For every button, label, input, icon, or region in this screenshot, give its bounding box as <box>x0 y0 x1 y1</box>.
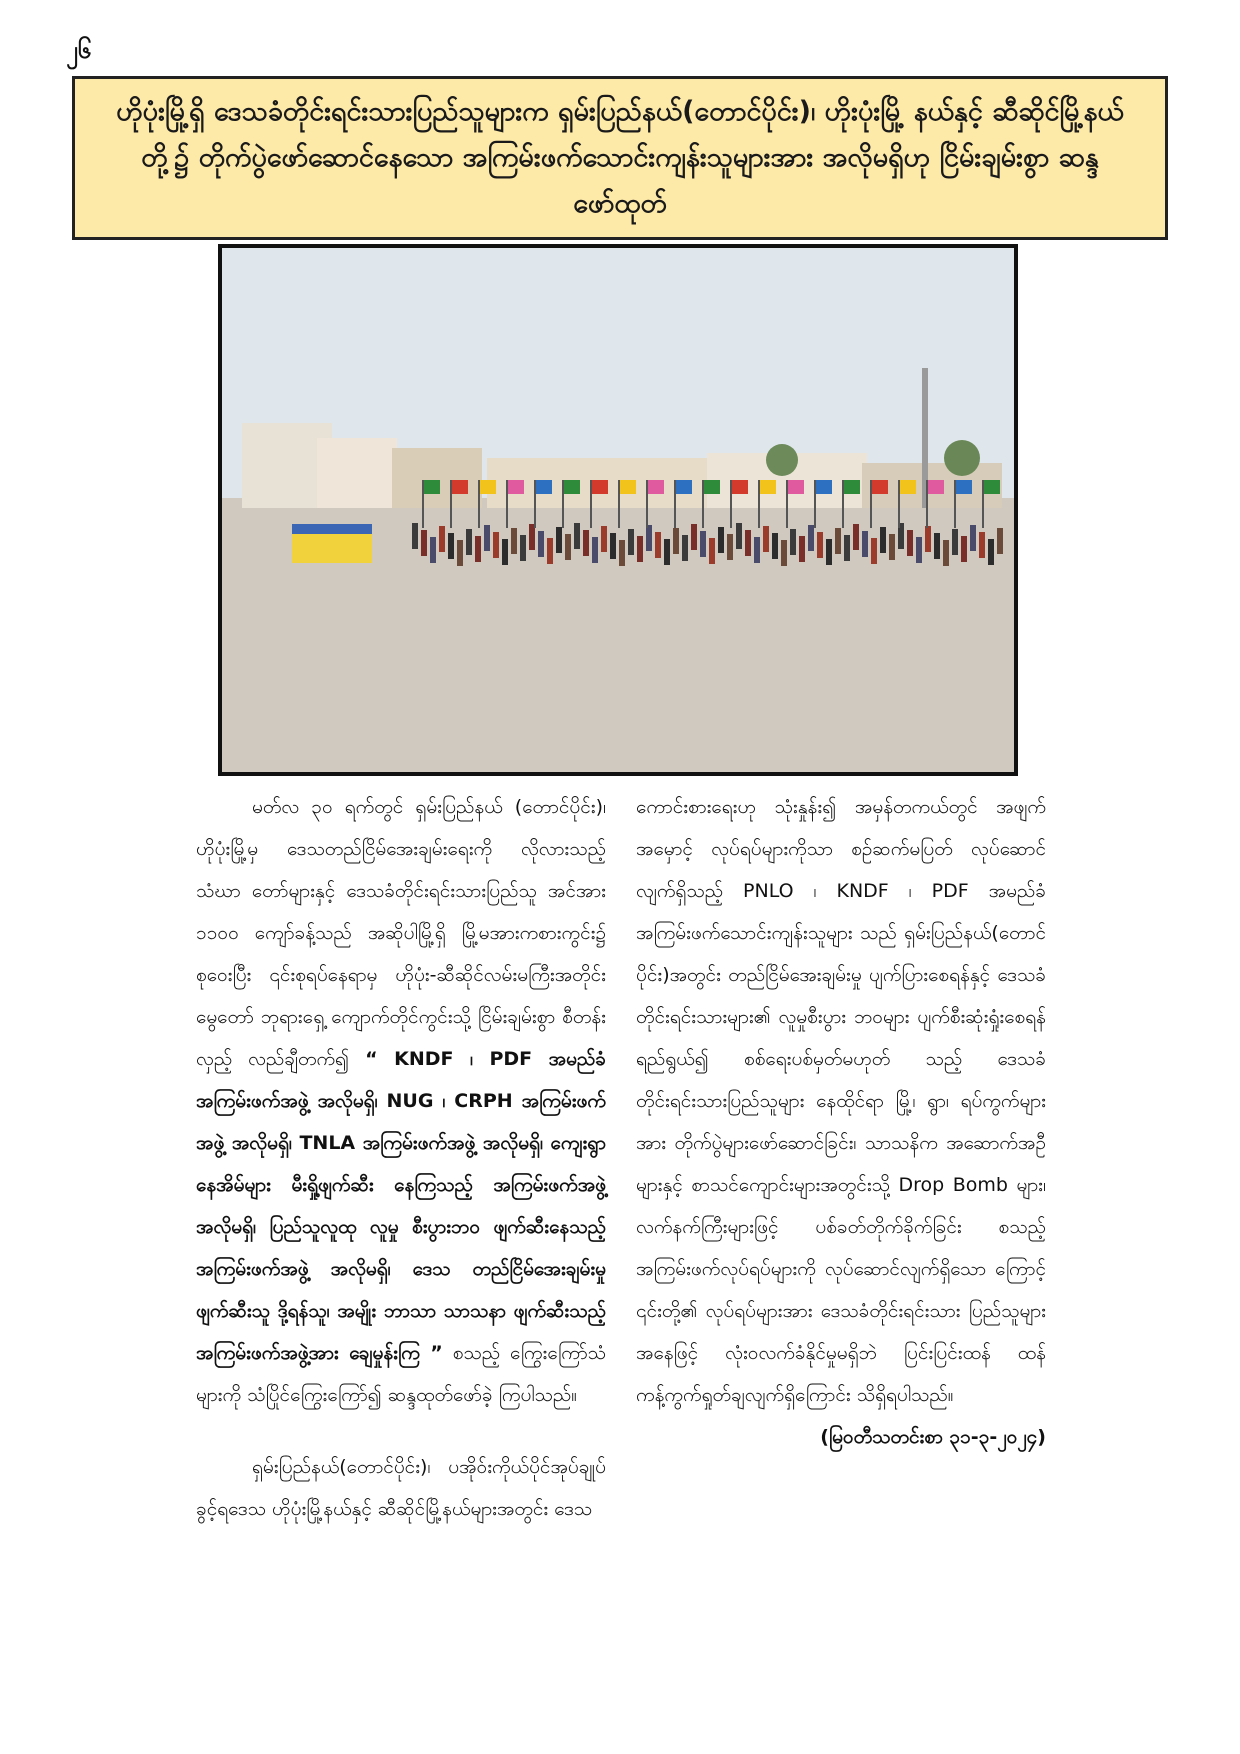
photo-flag-pole <box>842 480 844 528</box>
photo-flag-pole <box>590 480 592 528</box>
photo-flag-pole <box>926 480 928 528</box>
photo-person <box>664 539 670 565</box>
photo-person <box>862 531 868 557</box>
photo-flag-pole <box>562 480 564 528</box>
photo-person <box>556 527 562 553</box>
page-number: ၂၆ <box>66 36 92 64</box>
photo-person <box>583 530 589 556</box>
photo-person <box>592 537 598 563</box>
photo-person <box>790 529 796 555</box>
photo-person <box>970 525 976 551</box>
photo-person <box>601 526 607 552</box>
photo-person <box>763 526 769 552</box>
photo-building <box>317 438 397 508</box>
photo-flag <box>732 480 748 494</box>
photo-person <box>673 528 679 554</box>
photo-person <box>475 536 481 562</box>
photo-flag <box>788 480 804 494</box>
photo-person <box>466 529 472 555</box>
photo-person <box>709 538 715 564</box>
photo-flag-pole <box>478 480 480 528</box>
photo-flag <box>816 480 832 494</box>
photo-person <box>457 540 463 566</box>
photo-person <box>565 534 571 560</box>
photo-flag <box>452 480 468 494</box>
photo-flag <box>956 480 972 494</box>
photo-person <box>637 536 643 562</box>
photo-person <box>835 528 841 554</box>
photo-tree <box>944 440 980 476</box>
photo-flag-pole <box>730 480 732 528</box>
photo-flag-pole <box>898 480 900 528</box>
photo-person <box>853 524 859 550</box>
photo-person <box>745 530 751 556</box>
photo-person <box>817 532 823 558</box>
photo-flag <box>480 480 496 494</box>
photo-person <box>943 540 949 566</box>
photo-person <box>430 537 436 563</box>
photo-flag <box>704 480 720 494</box>
photo-person <box>493 532 499 558</box>
photo-flag <box>872 480 888 494</box>
photo-person <box>610 533 616 559</box>
photo-flag <box>928 480 944 494</box>
photo-flag-pole <box>646 480 648 528</box>
photo-flag <box>508 480 524 494</box>
photo-flag-pole <box>870 480 872 528</box>
photo-flag <box>760 480 776 494</box>
photo-person <box>772 533 778 559</box>
photo-person <box>844 535 850 561</box>
photo-person <box>439 526 445 552</box>
photo-flag <box>424 480 440 494</box>
photo-person <box>988 539 994 565</box>
photo-flag <box>648 480 664 494</box>
photo-person <box>754 537 760 563</box>
photo-person <box>718 527 724 553</box>
photo-person <box>808 525 814 551</box>
photo-person <box>889 534 895 560</box>
photo-flag-pole <box>534 480 536 528</box>
photo-person <box>628 529 634 555</box>
rally-photo-illustration <box>222 248 1014 772</box>
photo-person <box>421 530 427 556</box>
headline-box <box>72 76 1168 240</box>
photo-stage-table <box>292 533 372 563</box>
photo-person <box>502 539 508 565</box>
photo-flag <box>984 480 1000 494</box>
photo-person <box>538 531 544 557</box>
photo-flag <box>844 480 860 494</box>
photo-flag-pole <box>786 480 788 528</box>
photo-person <box>826 539 832 565</box>
photo-person <box>655 532 661 558</box>
photo-person <box>574 523 580 549</box>
photo-flag-pole <box>982 480 984 528</box>
photo-person <box>880 527 886 553</box>
photo-person <box>511 528 517 554</box>
article-paragraph-1 <box>196 786 606 1416</box>
photo-flag <box>592 480 608 494</box>
photo-flag-pole <box>954 480 956 528</box>
photo-flag <box>900 480 916 494</box>
photo-stage-cloth <box>292 524 372 534</box>
photo-flag <box>620 480 636 494</box>
photo-person <box>934 533 940 559</box>
photo-person <box>547 538 553 564</box>
photo-person <box>871 538 877 564</box>
article-column-left <box>196 786 606 1530</box>
article-paragraph-2: ရှမ်းပြည်နယ်(တောင်ပိုင်း)၊ ပအိုဝ်းကိုယ်ပိုင်အုပ်ချုပ် ခွင့်ရဒေသ ဟိုပုံးမြို့နယ်နှင့် ဆီဆိုင်မြို့နယ်များအတွင်း ဒေသ <box>196 1456 606 1520</box>
photo-flag-pole <box>506 480 508 528</box>
photo-flag-pole <box>422 480 424 528</box>
photo-flag <box>536 480 552 494</box>
photo-person <box>916 537 922 563</box>
photo-person <box>682 535 688 561</box>
photo-flag-pole <box>758 480 760 528</box>
photo-person <box>907 530 913 556</box>
photo-flag <box>564 480 580 494</box>
photo-person <box>484 525 490 551</box>
photo-person <box>925 526 931 552</box>
photo-person <box>700 531 706 557</box>
article-source: (မြဝတီသတင်းစာ ၃၁-၃-၂၀၂၄) <box>820 1426 1046 1448</box>
photo-person <box>691 524 697 550</box>
photo-person <box>952 529 958 555</box>
headline-title: ဟိုပုံးမြို့ရှိ ဒေသခံတိုင်းရင်းသားပြည်သူများက ရှမ်းပြည်နယ်(တောင်ပိုင်း)၊ ဟိုးပုံးမြို့ နယ်နှင့် ဆီဆိုင်မြို့နယ်တို့၌ တိုက်ပွဲဖော်ဆောင်နေသော အကြမ်းဖက်သောင်းကျန်းသူများအား အလိုမရှိဟု ငြိမ်းချမ်းစွာ ဆန္ဒဖော်ထုတ် <box>116 96 1124 219</box>
photo-person <box>781 540 787 566</box>
photo-flag-pole <box>814 480 816 528</box>
photo-building <box>392 448 482 508</box>
photo-flag <box>676 480 692 494</box>
photo-person <box>961 536 967 562</box>
photo-person <box>619 540 625 566</box>
photo-flag-pole <box>618 480 620 528</box>
news-photo <box>218 244 1018 776</box>
article-paragraph-1-intro: မတ်လ ၃၀ ရက်တွင် ရှမ်းပြည်နယ် (တောင်ပိုင်း)၊ ဟိုပုံးမြို့မှ ဒေသတည်ငြိမ်အေးချမ်းရေးကို လိုလားသည့် သံဃာ တော်များနှင့် ဒေသခံတိုင်းရင်းသားပြည်သူ အင်အား ၁၁၀၀ ကျော်ခန့်သည် အဆိုပါမြို့ရှိ မြို့မအားကစားကွင်း၌ စုဝေးပြီး ၎င်းစုရပ်နေရာမှ ဟိုပုံး-ဆီဆိုင်လမ်းမကြီးအတိုင်း မွေတော် ဘုရားရှေ့ ကျောက်တိုင်ကွင်းသို့ ငြိမ်းချမ်းစွာ စီတန်းလှည့် လည်ချီတက်၍ <box>196 796 606 1070</box>
photo-flag-pole <box>674 480 676 528</box>
photo-person <box>448 533 454 559</box>
photo-person <box>412 523 418 549</box>
photo-person <box>646 525 652 551</box>
article-slogans: “ KNDF ၊ PDF အမည်ခံ အကြမ်းဖက်အဖွဲ့ အလိုမရှိ၊ NUG ၊ CRPH အကြမ်းဖက်အဖွဲ့ အလိုမရှိ၊ TNLA အကြမ်းဖက်အဖွဲ့ အလိုမရှိ၊ ကျေးရွာ နေအိမ်များ မီးရှို့ဖျက်ဆီး နေကြသည့် အကြမ်းဖက်အဖွဲ့ အလိုမရှိ၊ ပြည်သူလူထု လူမှု စီးပွားဘဝ ဖျက်ဆီးနေသည့် အကြမ်းဖက်အဖွဲ့ အလိုမရှိ၊ ဒေသ တည်ငြိမ်အေးချမ်းမှု ဖျက်ဆီးသူ ဒို့ရန်သူ၊ အမျိုး ဘာသာ သာသနာ ဖျက်ဆီးသည့် အကြမ်းဖက်အဖွဲ့အား ချေမှုန်းကြ ” <box>196 1048 606 1364</box>
article-column-right <box>636 786 1046 1458</box>
photo-person <box>799 536 805 562</box>
photo-flag-pole <box>702 480 704 528</box>
photo-flag-pole <box>450 480 452 528</box>
photo-person <box>736 523 742 549</box>
photo-person <box>520 535 526 561</box>
photo-person <box>997 528 1003 554</box>
photo-person <box>727 534 733 560</box>
article-paragraph-1-outro: စသည့် ကြွေးကြော်သံများကို သံပြိုင်ကြွေးကြော်၍ ဆန္ဒထုတ်ဖော်ခဲ့ ကြပါသည်။ <box>196 1342 606 1406</box>
photo-person <box>979 532 985 558</box>
photo-tree <box>766 444 798 476</box>
article-paragraph-2-continued: ကောင်းစားရေးဟု သုံးနှုန်း၍ အမှန်တကယ်တွင် အဖျက်အမှောင့် လုပ်ရပ်များကိုသာ စဉ်ဆက်မပြတ် လုပ်ဆောင်လျက်ရှိသည့် PNLO ၊ KNDF ၊ PDF အမည်ခံ အကြမ်းဖက်သောင်းကျန်းသူများ သည် ရှမ်းပြည်နယ်(တောင်ပိုင်း)အတွင်း တည်ငြိမ်အေးချမ်းမှု ပျက်ပြားစေရန်နှင့် ဒေသခံတိုင်းရင်းသားများ၏ လူမှုစီးပွား ဘဝများ ပျက်စီးဆုံးရှုံးစေရန် ရည်ရွယ်၍ စစ်ရေးပစ်မှတ်မဟုတ် သည့် ဒေသခံတိုင်းရင်းသားပြည်သူများ နေထိုင်ရာ မြို့၊ ရွာ၊ ရပ်ကွက်များအား တိုက်ပွဲများဖော်ဆောင်ခြင်း၊ သာသနိက အဆောက်အဦများနှင့် စာသင်ကျောင်းများအတွင်းသို့ Drop Bomb များ၊ လက်နက်ကြီးများဖြင့် ပစ်ခတ်တိုက်ခိုက်ခြင်း စသည့် အကြမ်းဖက်လုပ်ရပ်များကို လုပ်ဆောင်လျက်ရှိသော ကြောင့် ၎င်းတို့၏ လုပ်ရပ်များအား ဒေသခံတိုင်းရင်းသား ပြည်သူများအနေဖြင့် လုံးဝလက်ခံနိုင်မှုမရှိဘဲ ပြင်းပြင်းထန် ထန် ကန့်ကွက်ရှုတ်ချလျက်ရှိကြောင်း သိရှိရပါသည်။ <box>636 796 1046 1406</box>
